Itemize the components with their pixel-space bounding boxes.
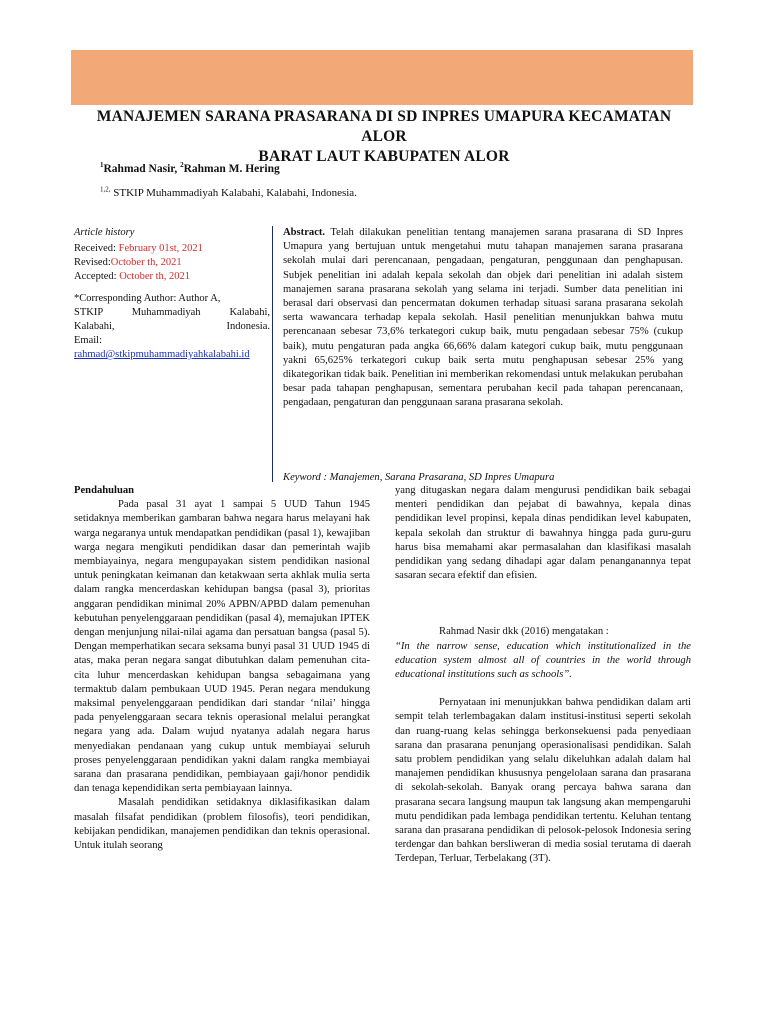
authors [100,163,280,175]
journal-header-banner [71,50,693,105]
author-1: Rahmad Nasir, [103,163,181,175]
accepted-row [74,270,270,284]
location-line: Kalabahi, Indonesia. [74,321,270,332]
author-1-marker: 1 [100,161,104,170]
institution-line: STKIP Muhammadiyah Kalabahi, [74,307,270,318]
quote-lead: Rahmad Nasir dkk (2016) mengatakan : [439,626,609,638]
abstract-label: Abstract. [283,227,326,238]
email-label: Email: [74,335,102,346]
abstract [283,226,683,411]
accepted-date: October th, 2021 [119,271,191,282]
article-history [74,226,270,362]
revised-row [74,256,270,270]
revised-date: October th, 2021 [110,257,182,268]
received-row [74,242,270,256]
corresponding-author [74,292,270,362]
received-date: February 01st, 2021 [118,243,203,254]
section-heading: Pendahuluan [74,485,135,496]
paragraph: Pada pasal 31 ayat 1 sampai 5 UUD Tahun 1945 setidaknya memberikan gambaran bahwa negara harus melayani hak warga negaranya untuk mendapatkan pendidikan (pasal 1), kewajiban warga negara mengikuti pendidikan dasar dan pemerintah wajib membiayainya, negara mengupayakan sistem pendidikan nasional untuk peningkatan keimanan dan ketakwaan serta akhlak mulia serta dalam rangka mencerdaskan kehidupan bangsa (pasal 3), prioritas anggaran pendidikan minimal 20% APBN/APBD dalam pemenuhan kebutuhan penyelenggaraan pendidikan (pasal 4), memajukan IPTEK dengan menjunjung nilai-nilai agama dan persatuan bangsa (pasal 5). Dengan memperhatikan secara seksama bunyi pasal 31 UUD 1945 di atas, maka peran negara sangat dibutuhkan dalam pemenuhan cita-cita luhur mencerdaskan kehidupan bangsa sebagaimana yang termaktub dalam pembukaan UUD 1945. Peran negara mendukung maksimal penyelenggaraan pendidikan dari standar ‘nilai’ hingga pada penyelenggaraan secara teknis operasional melalui perangkat negara yang ada. Dalam wujud nyatanya adalah negara harus menyediakan pendanaan yang cukup untuk membiayai seluruh proses penyelenggaraan pendidikan yakni dalam rangka membiayai sarana dan prasarana pendidikan, pembiayaan gaji/honor pendidik dan tenaga kependidikan serta pembiayaan lainnya. [74,499,370,795]
title-line-1: MANAJEMEN SARANA PRASARANA DI SD INPRES UMAPURA KECAMATAN ALOR [96,108,672,145]
keywords: Keyword : Manajemen, Sarana Prasarana, SD Inpres Umapura [283,472,555,483]
right-column [395,484,691,867]
abstract-text: Telah dilakukan penelitian tentang manajemen sarana prasarana di SD Inpres Umapura yang bertujuan untuk mengetahui mutu tahapan manajemen sarana prasarana sekolah mulai dari perencanaan, pengadaan, pengaturan, penggunaan dan penghapusan. Subjek penelitian ini adalah kepala sekolah dan objek dari penelitian ini adalah sistem manajemen sarana prasarana sekolah yang selama ini terjadi. Sumber data penelitian ini berasal dari observasi dan pencermatan dokumen terhadap situasi sarana prasarana sekolah serta wawancara terhadap kepala sekolah. Hasil penelitian menunjukkan bahwa mutu perencanaan sebesar 73,6% terkategori cukup baik, mutu pengadaan sebesar 75% (cukup baik), mutu pengaturan pada angka 66,66% dalam kategori cukup baik, mutu penggunaan yakni 65,625% terkategori cukup baik serta mutu penghapusan sebesar 25% yang dikategorikan tidak baik. Penelitian ini memberikan rekomendasi untuk melakukan perubahan besar pada tahapan penghapusan, sementara perubahan kecil pada tahapan perencanaan, pengadaan, pengaturan dan penggunaan sarana prasarana sekolah. [283,227,683,409]
left-column [74,484,370,853]
author-2-marker: 2 [180,161,184,170]
received-label: Received: [74,243,119,254]
author-2: Rahman M. Hering [183,163,280,175]
affiliation-text: STKIP Muhammadiyah Kalabahi, Kalabahi, Indonesia. [110,187,357,199]
quote: “In the narrow sense, education which institutionalized in the education system almost all of countries in the world through educational institutions such as schools”. [395,640,691,681]
email-link[interactable]: rahmad@stkipmuhammadiyahkalabahi.id [74,349,250,360]
paragraph: Pernyataan ini menunjukkan bahwa pendidikan dalam arti sempit telah terlembagakan dalam institusi-institusi seperti sekolah dan ruang-ruang kelas sehingga berkonsekuensi pada penyediaan sarana dan prasarana penunjang operasionalisasi pendidikan. Salah satu problem pendidikan yang selalu dikeluhkan adalah dalam hal manajemen pendidikan khususnya pengelolaan sarana dan prasarana di sekolah-sekolah. Banyak orang percaya bahwa sarana dan prasarana secara langsung maupun tak langsung akan mempengaruhi mutu pendidikan pada lembaga pendidikan tertentu. Keluhan tentang sarana dan prasarana pendidikan di pelosok-pelosok Indonesia sering terdengar dan bahkan bersliweran di media sosial terutama di daerah Terdepan, Terluar, Terbelakang (3T). [395,697,691,865]
title-line-2: BARAT LAUT KABUPATEN ALOR [258,148,510,165]
corresponding-line: *Corresponding Author: Author A, [74,293,221,304]
history-label: Article history [74,227,135,238]
revised-label: Revised: [74,257,111,268]
affiliation-marker: 1,2, [100,185,111,194]
paragraph: yang ditugaskan negara dalam mengurusi pendidikan baik sebagai menteri pendidikan dan pejabat di bawahnya, kepala dinas pendidikan level propinsi, kepala dinas pendidikan level kabupaten, kepala sekolah dan struktur di bawahnya hingga pada guru-guru harus bisa memahami akar permasalahan dan klasifikasi masalah pendidikan yang sedang dihadapi agar dalam penanganannya tepat sasaran secara efektif dan efisien. [395,485,691,582]
paragraph: Masalah pendidikan setidaknya diklasifikasikan dalam masalah filsafat pendidikan (problem filosofis), teori pendidikan, kebijakan pendidikan, manajemen pendidikan dan teknis operasional. Untuk itulah seorang [74,797,370,852]
affiliation [100,187,357,199]
accepted-label: Accepted: [74,271,120,282]
